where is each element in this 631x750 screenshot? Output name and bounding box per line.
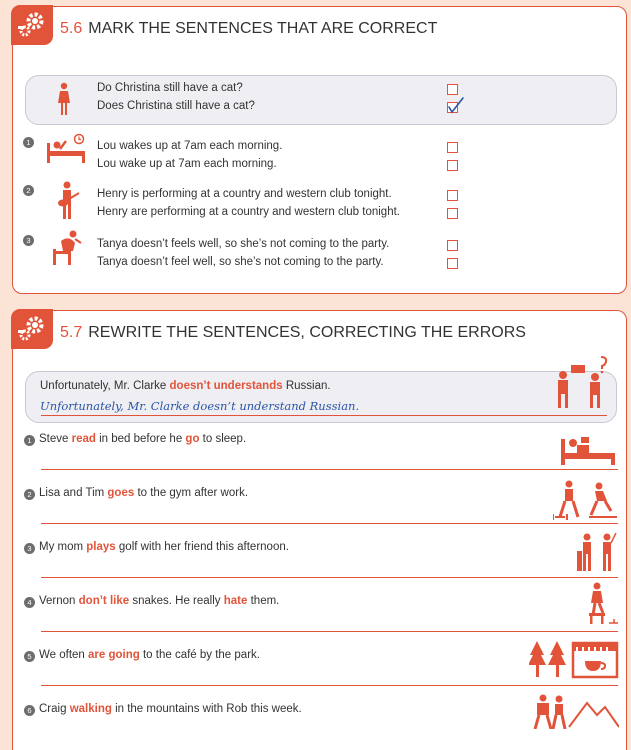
checkbox-b[interactable]	[447, 160, 458, 171]
item-number: 6	[24, 705, 35, 716]
woman-icon	[57, 82, 71, 116]
sentence-b: Does Christina still have a cat?	[97, 100, 255, 112]
sentence-a: Lou wakes up at 7am each morning.	[97, 140, 283, 152]
item-number: 2	[24, 489, 35, 500]
sentence: Vernon don’t like snakes. He really hate them.	[39, 595, 280, 607]
conversation-icon	[551, 351, 613, 411]
sick-person-icon	[51, 229, 85, 267]
bed-reading-icon	[559, 431, 619, 467]
sentence-a: Tanya doesn’t feels well, so she’s not coming to the party.	[97, 238, 390, 250]
answer-line	[41, 469, 618, 470]
checkbox-a[interactable]	[447, 84, 458, 95]
item-number: 3	[23, 235, 34, 246]
checkbox-a[interactable]	[447, 190, 458, 201]
answer-line	[41, 415, 607, 416]
sentence-b: Lou wake up at 7am each morning.	[97, 158, 277, 170]
sentence-a: Henry is performing at a country and western club tonight.	[97, 188, 392, 200]
sentence-b: Henry are performing at a country and western club tonight.	[97, 206, 400, 218]
sentence: Steve read in bed before he go to sleep.	[39, 433, 247, 445]
item-number: 4	[24, 597, 35, 608]
exercise-title: 5.7 REWRITE THE SENTENCES, CORRECTING THE ERRORS	[60, 324, 526, 341]
checkbox-b[interactable]	[447, 208, 458, 219]
checkbox-a[interactable]	[447, 240, 458, 251]
bed-wakeup-icon	[45, 133, 89, 165]
sentence-a: Do Christina still have a cat?	[97, 82, 243, 94]
gears-icon	[11, 5, 53, 45]
item-number: 1	[23, 137, 34, 148]
answer-line	[41, 577, 618, 578]
exercise-5-7-panel	[12, 310, 627, 750]
sentence: Lisa and Tim goes to the gym after work.	[39, 487, 249, 499]
hikers-mountain-icon	[529, 693, 619, 729]
gym-icon	[553, 479, 619, 521]
answer-line	[41, 685, 618, 686]
person-on-stool-icon	[585, 581, 619, 625]
golfers-icon	[577, 531, 617, 573]
item-number: 5	[24, 651, 35, 662]
answer-line	[41, 523, 618, 524]
exercise-5-6-panel	[12, 6, 627, 294]
item-number: 2	[23, 185, 34, 196]
exercise-title: 5.6 MARK THE SENTENCES THAT ARE CORRECT	[60, 20, 438, 37]
handwritten-answer: Unfortunately, Mr. Clarke doesn’t understand Russian.	[40, 399, 360, 413]
sentence: We often are going to the café by the park.	[39, 649, 260, 661]
example-sentence: Unfortunately, Mr. Clarke doesn’t understands Russian.	[40, 380, 331, 392]
sentence: Craig walking in the mountains with Rob this week.	[39, 703, 302, 715]
checkbox-b[interactable]	[447, 258, 458, 269]
sentence: My mom plays golf with her friend this afternoon.	[39, 541, 289, 553]
guitarist-icon	[57, 181, 81, 221]
item-number: 1	[24, 435, 35, 446]
item-number: 3	[24, 543, 35, 554]
sentence-b: Tanya doesn’t feel well, so she’s not coming to the party.	[97, 256, 384, 268]
cafe-park-icon	[529, 639, 619, 679]
answer-line	[41, 631, 618, 632]
checkbox-a[interactable]	[447, 142, 458, 153]
gears-icon	[11, 309, 53, 349]
checkmark-icon	[445, 95, 465, 115]
